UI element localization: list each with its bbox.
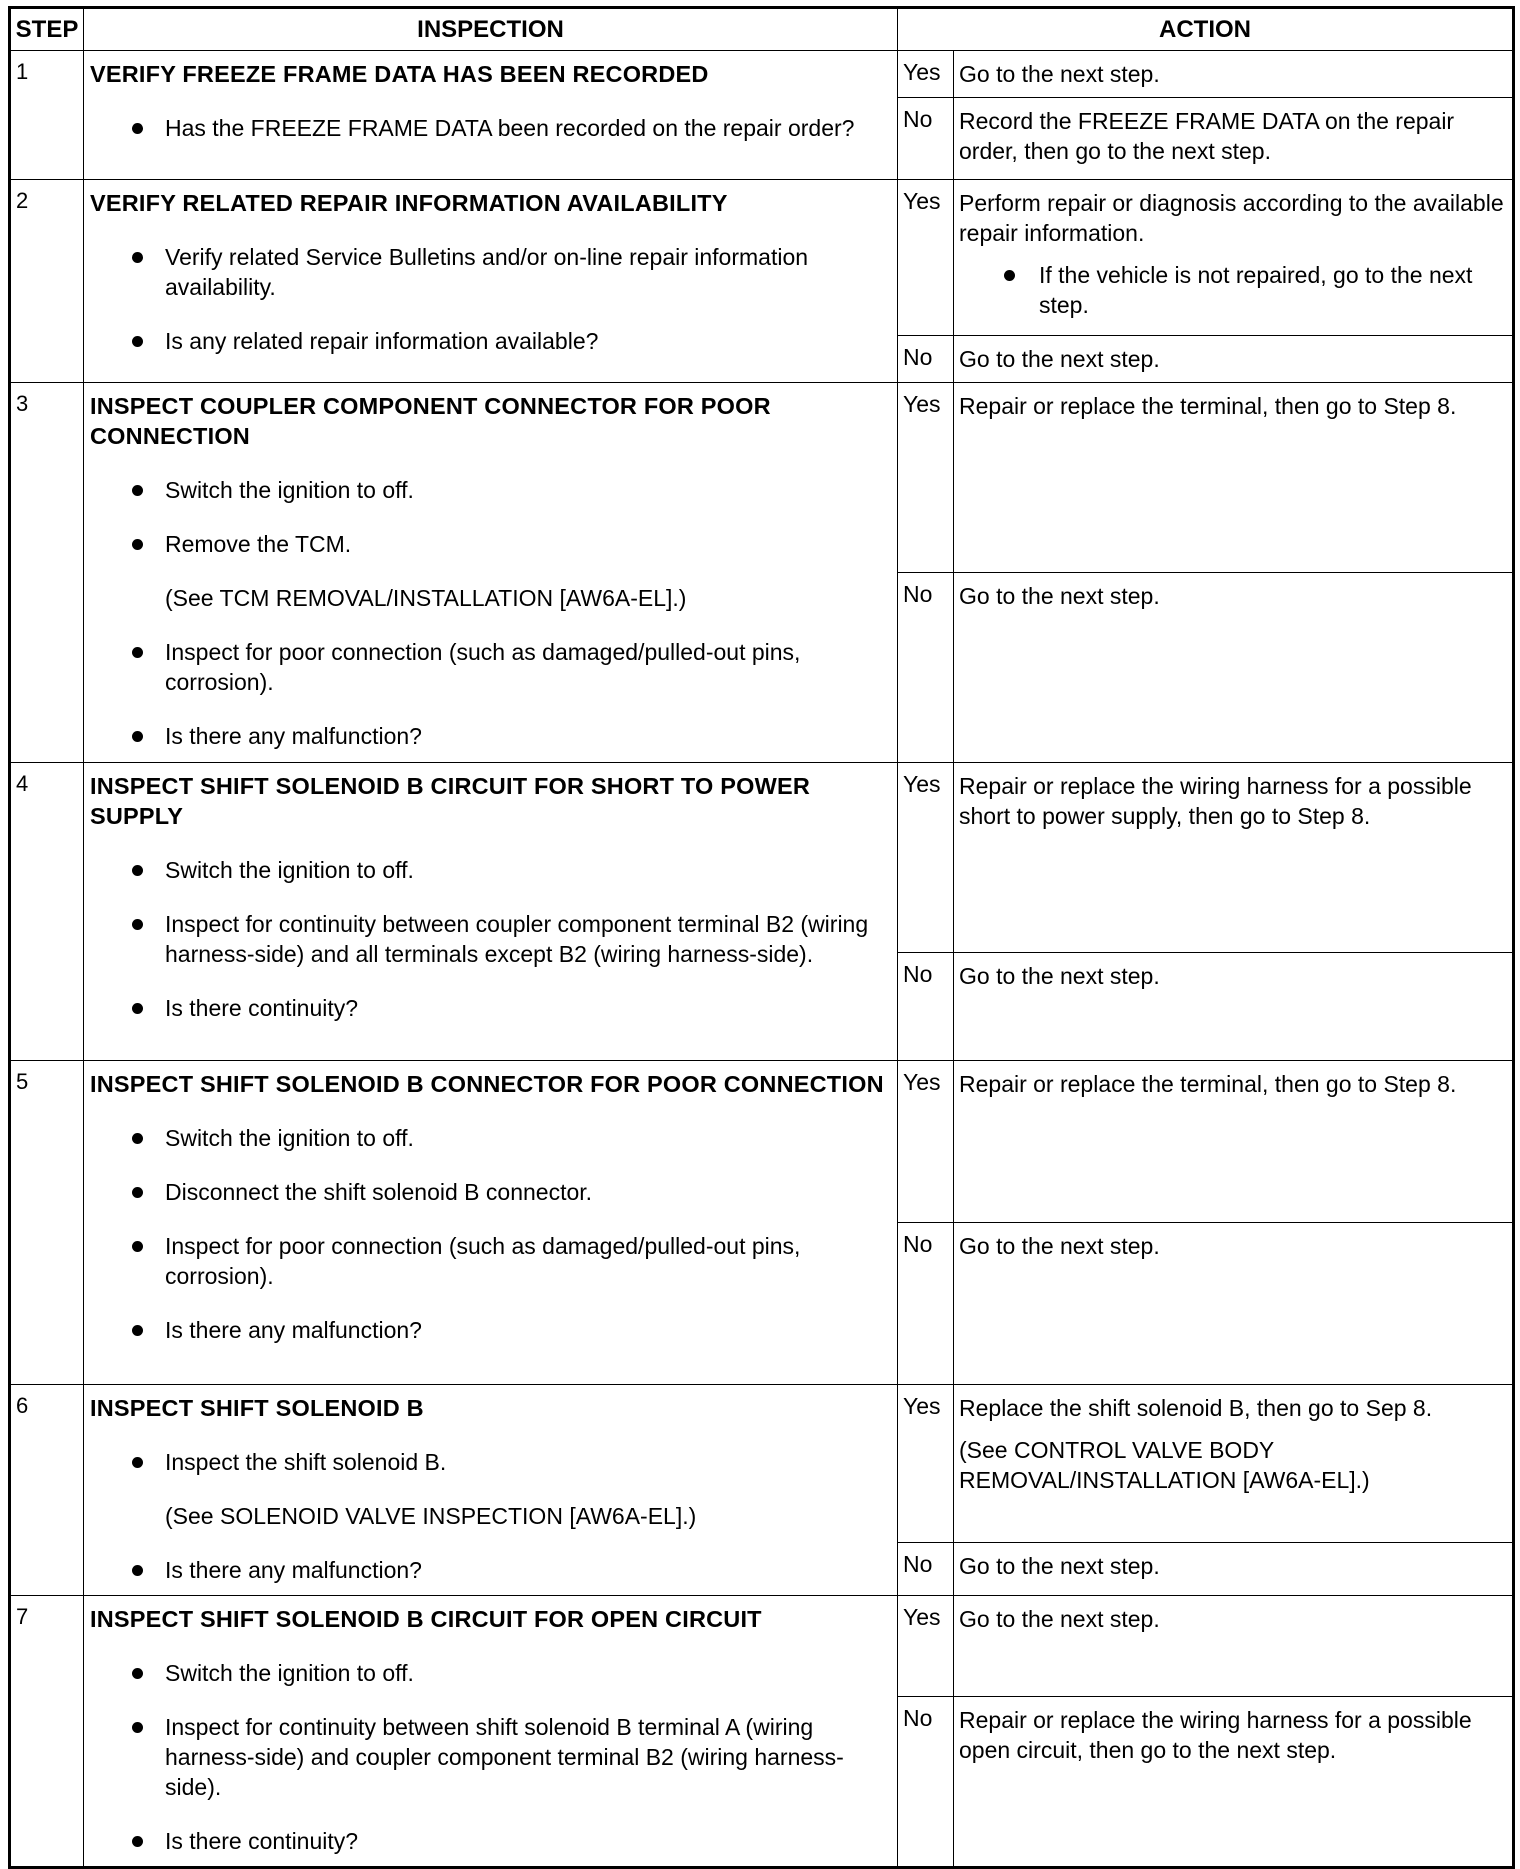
inspection-item: Is there any malfunction?	[90, 721, 887, 751]
inspection-item: Switch the ignition to off.	[90, 1658, 887, 1688]
step-number: 3	[10, 383, 84, 763]
inspection-item: Is there continuity?	[90, 993, 887, 1023]
step-number: 5	[10, 1061, 84, 1385]
no-action: Go to the next step.	[954, 573, 1514, 763]
no-action: Go to the next step.	[954, 953, 1514, 1061]
inspection-cell	[84, 383, 898, 763]
no-action: Repair or replace the wiring harness for a possible open circuit, then go to the next step.	[954, 1696, 1514, 1867]
action-sub-item: If the vehicle is not repaired, go to the next step.	[959, 260, 1504, 320]
inspection-item: Is there continuity?	[90, 1826, 887, 1856]
step-number: 2	[10, 180, 84, 383]
no-label: No	[898, 1696, 954, 1867]
bullet-icon	[132, 731, 143, 742]
yes-label: Yes	[898, 383, 954, 573]
table-row	[10, 180, 1514, 336]
step-number: 6	[10, 1385, 84, 1596]
no-label: No	[898, 1543, 954, 1596]
inspection-title: INSPECT SHIFT SOLENOID B CIRCUIT FOR OPEN CIRCUIT	[90, 1606, 762, 1632]
bullet-icon	[132, 1241, 143, 1252]
no-label: No	[898, 1223, 954, 1385]
table-row	[10, 51, 1514, 98]
no-action: Go to the next step.	[954, 1223, 1514, 1385]
bullet-icon	[132, 1325, 143, 1336]
bullet-icon	[132, 1668, 143, 1679]
inspection-item: Inspect the shift solenoid B.	[90, 1447, 887, 1477]
yes-action: Perform repair or diagnosis according to the available repair information. If the vehicle is not repaired, go to the next step.	[954, 180, 1514, 336]
inspection-item: Is there any malfunction?	[90, 1315, 887, 1345]
bullet-icon	[132, 1722, 143, 1733]
yes-action: Go to the next step.	[954, 1596, 1514, 1697]
yes-label: Yes	[898, 180, 954, 336]
yes-action: Repair or replace the wiring harness for a possible short to power supply, then go to Step 8.	[954, 763, 1514, 953]
yes-label: Yes	[898, 51, 954, 98]
table-row	[10, 1385, 1514, 1543]
bullet-icon	[132, 1457, 143, 1468]
reference-note: (See SOLENOID VALVE INSPECTION [AW6A-EL].)	[165, 1503, 697, 1529]
bullet-icon	[132, 1003, 143, 1014]
diagnostic-table-container	[8, 6, 1512, 1869]
table-row	[10, 763, 1514, 953]
inspection-item: Inspect for poor connection (such as damaged/pulled-out pins, corrosion).	[90, 637, 887, 697]
inspection-cell	[84, 1385, 898, 1596]
reference-note: (See TCM REMOVAL/INSTALLATION [AW6A-EL].)	[165, 585, 687, 611]
header-inspection: INSPECTION	[84, 8, 898, 51]
no-label: No	[898, 336, 954, 383]
yes-action: Replace the shift solenoid B, then go to Sep 8. (See CONTROL VALVE BODY REMOVAL/INSTALLATION [AW6A-EL].)	[954, 1385, 1514, 1543]
inspection-title: VERIFY FREEZE FRAME DATA HAS BEEN RECORDED	[90, 61, 709, 87]
inspection-item: Inspect for continuity between shift solenoid B terminal A (wiring harness-side) and coupler component terminal B2 (wiring harness-side).	[90, 1712, 887, 1802]
no-action: Record the FREEZE FRAME DATA on the repair order, then go to the next step.	[954, 98, 1514, 180]
bullet-icon	[132, 252, 143, 263]
inspection-item: Inspect for poor connection (such as damaged/pulled-out pins, corrosion).	[90, 1231, 887, 1291]
diagnostic-procedure-table	[8, 6, 1515, 1869]
bullet-icon	[1004, 270, 1015, 281]
inspection-cell	[84, 763, 898, 1061]
inspection-cell	[84, 180, 898, 383]
yes-label: Yes	[898, 1596, 954, 1697]
yes-action: Repair or replace the terminal, then go to Step 8.	[954, 383, 1514, 573]
inspection-item: Has the FREEZE FRAME DATA been recorded on the repair order?	[90, 113, 887, 143]
yes-label: Yes	[898, 1385, 954, 1543]
bullet-icon	[132, 1133, 143, 1144]
no-action: Go to the next step.	[954, 336, 1514, 383]
inspection-item: Switch the ignition to off.	[90, 475, 887, 505]
inspection-item: Is any related repair information available?	[90, 326, 887, 356]
no-label: No	[898, 953, 954, 1061]
yes-label: Yes	[898, 1061, 954, 1223]
bullet-icon	[132, 919, 143, 930]
bullet-icon	[132, 1187, 143, 1198]
table-row	[10, 1596, 1514, 1697]
step-number: 4	[10, 763, 84, 1061]
bullet-icon	[132, 123, 143, 134]
bullet-icon	[132, 1836, 143, 1847]
header-step: STEP	[10, 8, 84, 51]
inspection-title: INSPECT SHIFT SOLENOID B CIRCUIT FOR SHORT TO POWER SUPPLY	[90, 773, 811, 829]
table-row	[10, 383, 1514, 573]
inspection-cell	[84, 51, 898, 180]
bullet-icon	[132, 539, 143, 550]
inspection-item: Disconnect the shift solenoid B connector.	[90, 1177, 887, 1207]
no-label: No	[898, 573, 954, 763]
inspection-cell	[84, 1596, 898, 1868]
inspection-item: Switch the ignition to off.	[90, 1123, 887, 1153]
inspection-title: INSPECT COUPLER COMPONENT CONNECTOR FOR POOR CONNECTION	[90, 393, 771, 449]
inspection-item: Remove the TCM.	[90, 529, 887, 559]
no-label: No	[898, 98, 954, 180]
bullet-icon	[132, 865, 143, 876]
inspection-title: INSPECT SHIFT SOLENOID B CONNECTOR FOR POOR CONNECTION	[90, 1071, 884, 1097]
no-action: Go to the next step.	[954, 1543, 1514, 1596]
step-number: 7	[10, 1596, 84, 1868]
yes-action: Go to the next step.	[954, 51, 1514, 98]
inspection-item: Switch the ignition to off.	[90, 855, 887, 885]
yes-label: Yes	[898, 763, 954, 953]
bullet-icon	[132, 647, 143, 658]
bullet-icon	[132, 336, 143, 347]
table-row	[10, 1061, 1514, 1223]
inspection-item: Verify related Service Bulletins and/or on-line repair information availability.	[90, 242, 887, 302]
inspection-item: Is there any malfunction?	[90, 1555, 887, 1585]
inspection-cell	[84, 1061, 898, 1385]
inspection-title: VERIFY RELATED REPAIR INFORMATION AVAILABILITY	[90, 190, 728, 216]
header-row	[10, 8, 1514, 51]
bullet-icon	[132, 485, 143, 496]
step-number: 1	[10, 51, 84, 180]
header-action: ACTION	[898, 8, 1514, 51]
yes-action: Repair or replace the terminal, then go to Step 8.	[954, 1061, 1514, 1223]
bullet-icon	[132, 1565, 143, 1576]
inspection-title: INSPECT SHIFT SOLENOID B	[90, 1395, 424, 1421]
inspection-item: Inspect for continuity between coupler component terminal B2 (wiring harness-side) and all terminals except B2 (wiring harness-side).	[90, 909, 887, 969]
